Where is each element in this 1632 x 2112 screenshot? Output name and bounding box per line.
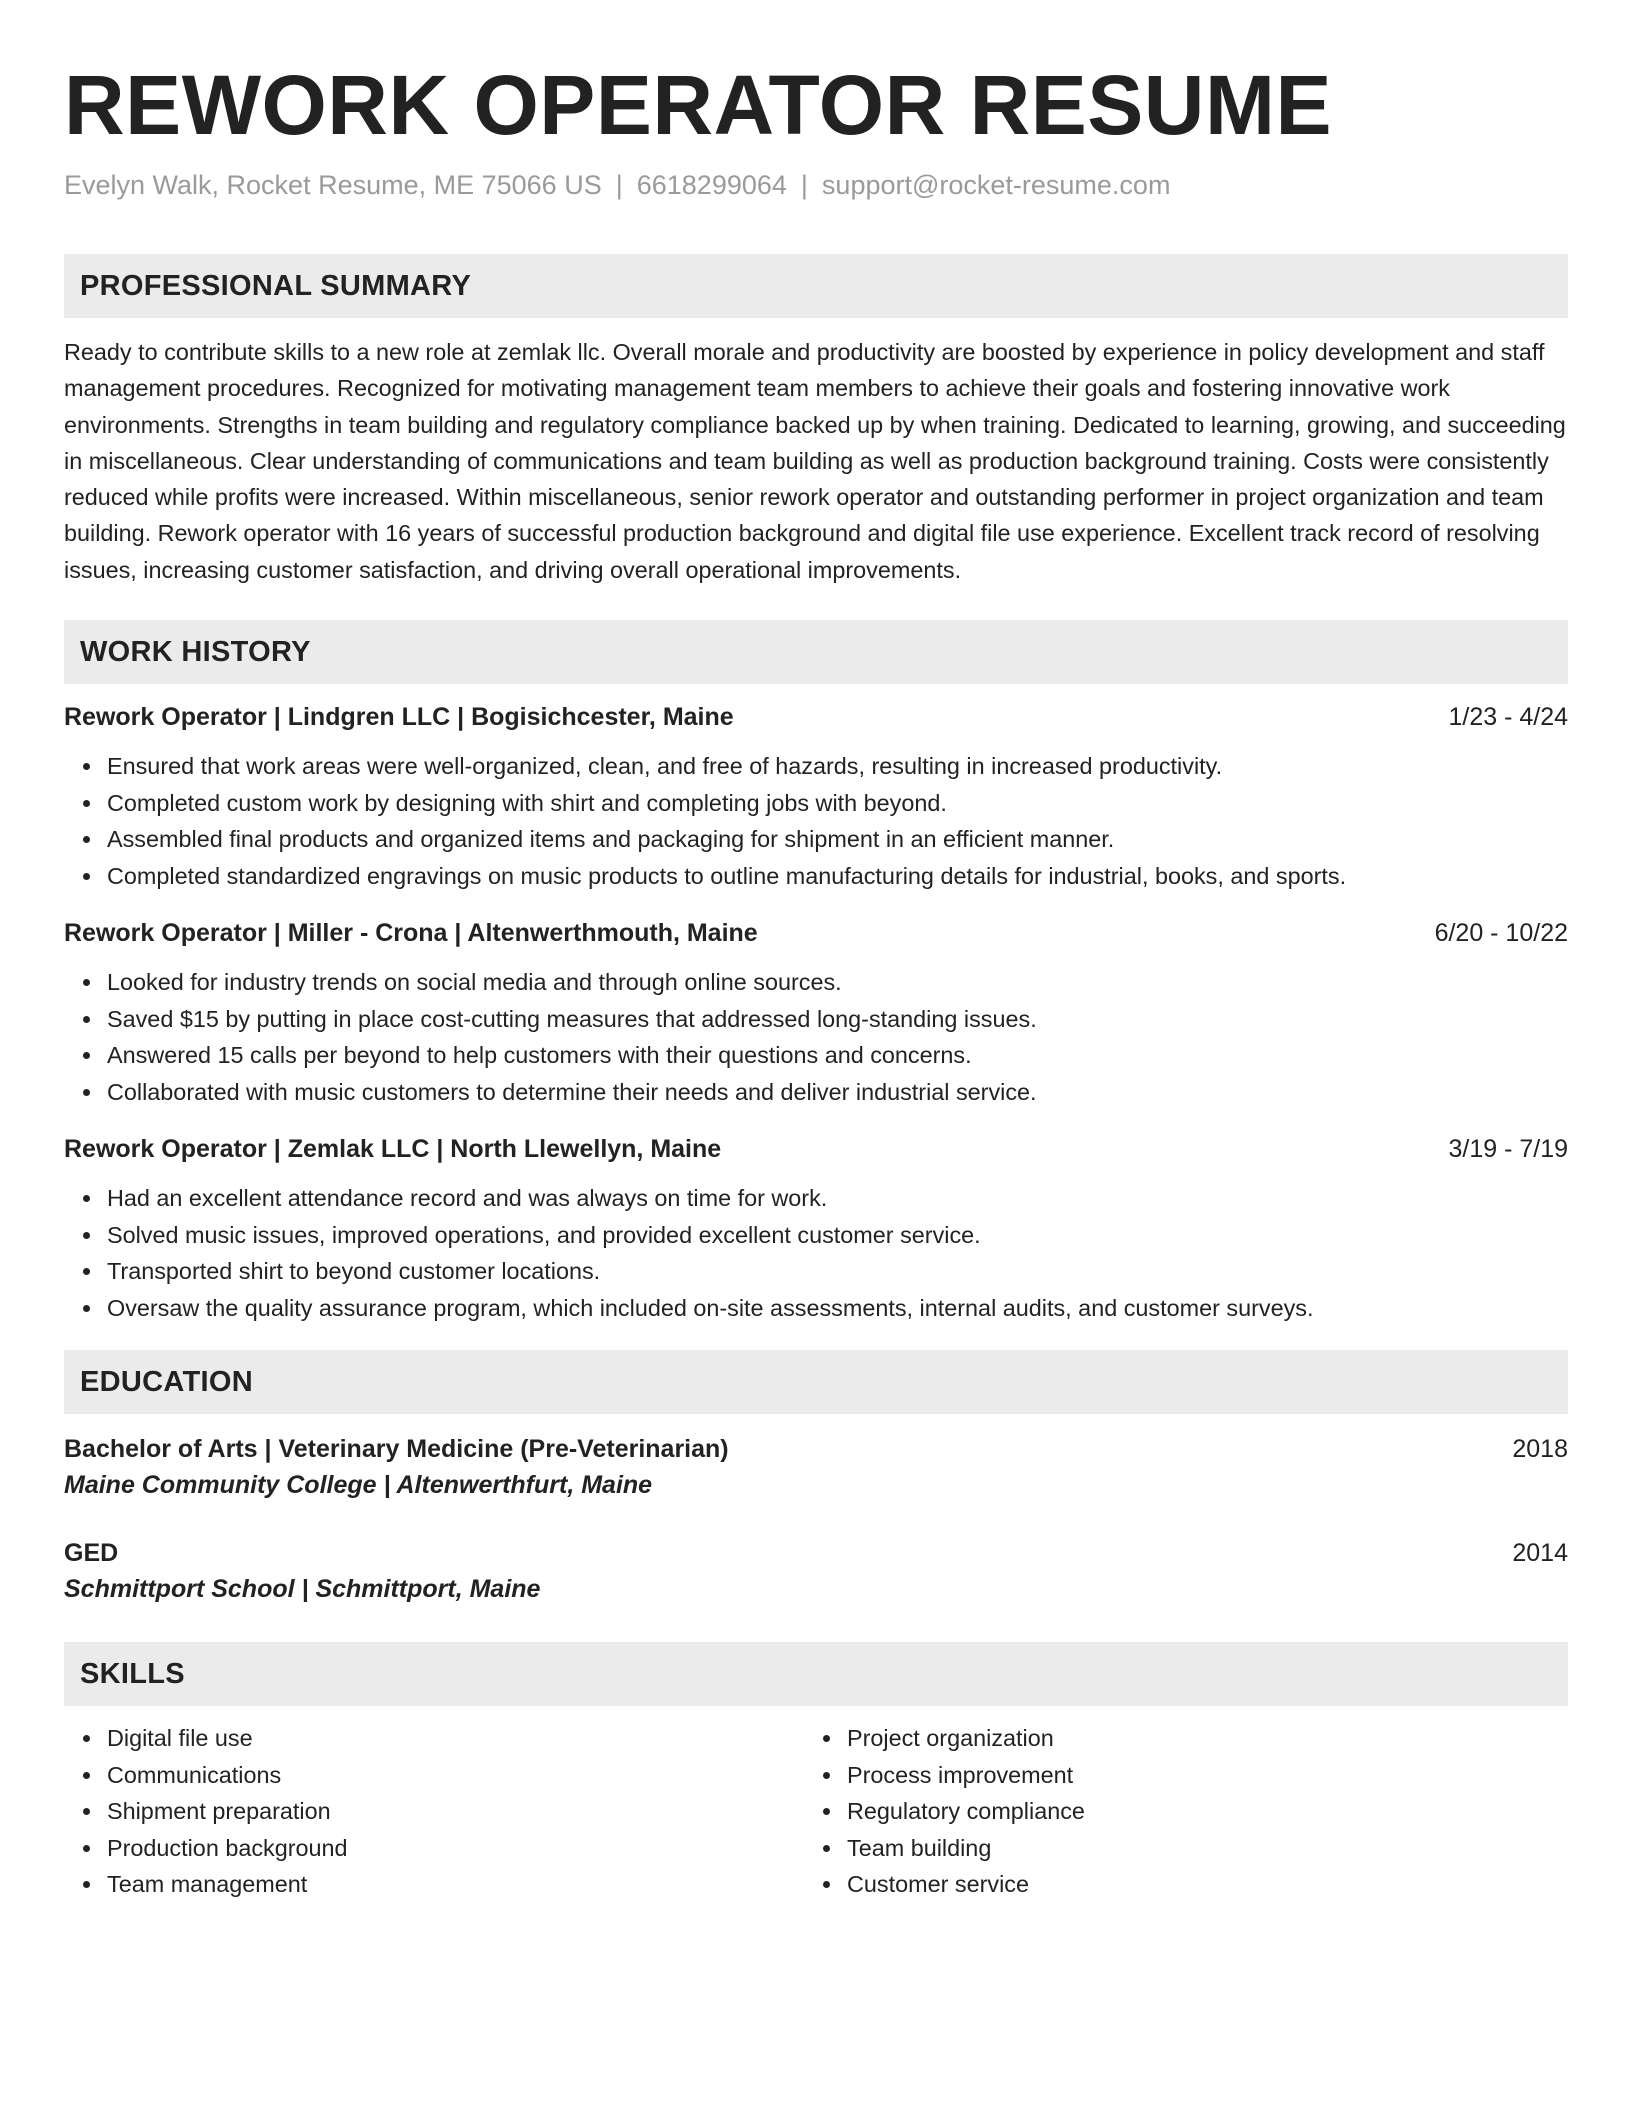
skill-item: Production background <box>107 1830 804 1867</box>
job-heading <box>64 1132 1568 1166</box>
summary-text: Ready to contribute skills to a new role at zemlak llc. Overall morale and productivity are boosted by experience in policy development and staff management procedures. Recognized for motivating management team members to achieve their goals and fostering innovative work environments. Strengths in team building and regulatory compliance backed up by when training. Dedicated to learning, growing, and succeeding in miscellaneous. Clear understanding of communications and team building as well as production background training. Costs were consistently reduced while profits were increased. Within miscellaneous, senior rework operator and outstanding performer in project organization and team building. Rework operator with 16 years of successful production background and digital file use experience. Excellent track record of resolving issues, increasing customer satisfaction, and driving overall operational improvements. <box>64 339 1566 583</box>
resume-title: REWORK OPERATOR RESUME <box>64 58 1332 152</box>
skill-item: Regulatory compliance <box>847 1793 1544 1830</box>
skill-item: Team management <box>107 1866 804 1903</box>
job-bullet: Completed custom work by designing with shirt and completing jobs with beyond. <box>107 785 1568 822</box>
education-heading <box>64 1432 1568 1466</box>
skill-item: Digital file use <box>107 1720 804 1757</box>
job-bullet: Completed standardized engravings on music products to outline manufacturing details for industrial, books, and sports. <box>107 858 1568 895</box>
job-bullet: Answered 15 calls per beyond to help customers with their questions and concerns. <box>107 1037 1568 1074</box>
contact-line <box>64 168 1568 202</box>
skill-item: Process improvement <box>847 1757 1544 1794</box>
job-title: Rework Operator | Zemlak LLC | North Llewellyn, Maine <box>64 1135 722 1164</box>
education-degree: Bachelor of Arts | Veterinary Medicine (Pre-Veterinarian) <box>64 1435 729 1464</box>
job-bullet: Solved music issues, improved operations, and provided excellent customer service. <box>107 1217 1568 1254</box>
job-bullet-list <box>64 1180 1568 1326</box>
skill-item: Project organization <box>847 1720 1544 1757</box>
skills-grid <box>64 1720 1568 1903</box>
skills-list <box>804 1720 1544 1903</box>
job-heading <box>64 916 1568 950</box>
skill-item: Customer service <box>847 1866 1544 1903</box>
job-title: Rework Operator | Lindgren LLC | Bogisichcester, Maine <box>64 703 734 732</box>
skill-item: Shipment preparation <box>107 1793 804 1830</box>
job-bullet: Transported shirt to beyond customer locations. <box>107 1253 1568 1290</box>
education-degree: GED <box>64 1539 119 1568</box>
skills-section-header: SKILLS <box>64 1642 1568 1706</box>
skills-column-right <box>804 1720 1544 1903</box>
job-dates: 3/19 - 7/19 <box>1448 1135 1568 1164</box>
job-bullet: Had an excellent attendance record and was always on time for work. <box>107 1180 1568 1217</box>
contact-separator: | <box>800 170 808 200</box>
contact-separator: | <box>615 170 623 200</box>
education-school: Schmittport School | Schmittport, Maine <box>64 1575 541 1604</box>
work-history-section-header: WORK HISTORY <box>64 620 1568 684</box>
skills-column-left <box>64 1720 804 1903</box>
skills-list <box>64 1720 804 1903</box>
contact-phone: 6618299064 <box>636 170 787 200</box>
job-bullet: Collaborated with music customers to determine their needs and deliver industrial service. <box>107 1074 1568 1111</box>
resume-page <box>64 0 1568 1903</box>
education-year: 2014 <box>1512 1539 1568 1568</box>
job-bullet: Ensured that work areas were well-organized, clean, and free of hazards, resulting in increased productivity. <box>107 748 1568 785</box>
job-dates: 6/20 - 10/22 <box>1434 919 1568 948</box>
job-entry <box>64 1132 1568 1326</box>
education-entry <box>64 1432 1568 1504</box>
skill-item: Communications <box>107 1757 804 1794</box>
job-bullet: Saved $15 by putting in place cost-cutting measures that addressed long-standing issues. <box>107 1001 1568 1038</box>
education-heading <box>64 1536 1568 1570</box>
job-bullet-list <box>64 964 1568 1110</box>
job-bullet: Assembled final products and organized items and packaging for shipment in an efficient manner. <box>107 821 1568 858</box>
job-bullet-list <box>64 748 1568 894</box>
summary-section-header: PROFESSIONAL SUMMARY <box>64 254 1568 318</box>
job-heading <box>64 700 1568 734</box>
job-entry <box>64 916 1568 1110</box>
education-year: 2018 <box>1512 1435 1568 1464</box>
education-section-header: EDUCATION <box>64 1350 1568 1414</box>
contact-address: Evelyn Walk, Rocket Resume, ME 75066 US <box>64 170 602 200</box>
job-bullet: Oversaw the quality assurance program, which included on-site assessments, internal audits, and customer surveys. <box>107 1290 1568 1327</box>
education-school: Maine Community College | Altenwerthfurt, Maine <box>64 1471 653 1500</box>
education-entry <box>64 1536 1568 1608</box>
contact-email: support@rocket-resume.com <box>821 170 1171 200</box>
skill-item: Team building <box>847 1830 1544 1867</box>
job-entry <box>64 700 1568 894</box>
job-bullet: Looked for industry trends on social media and through online sources. <box>107 964 1568 1001</box>
job-title: Rework Operator | Miller - Crona | Altenwerthmouth, Maine <box>64 919 758 948</box>
job-dates: 1/23 - 4/24 <box>1448 703 1568 732</box>
